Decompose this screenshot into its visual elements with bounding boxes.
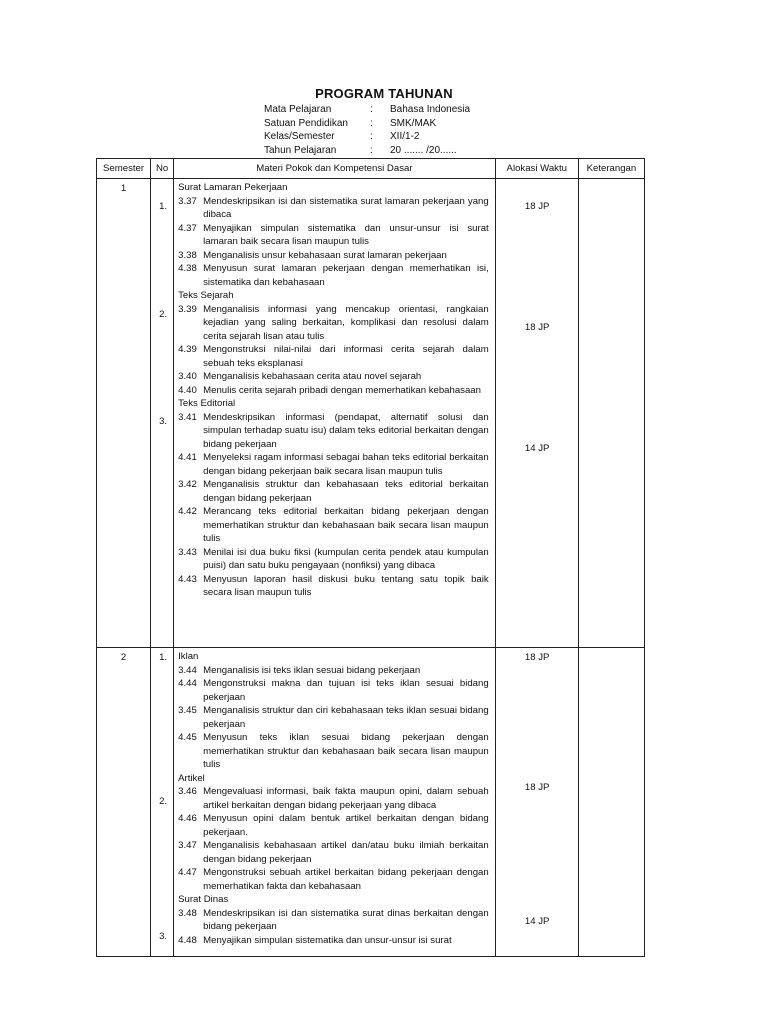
list-item: 3.46 Mengevaluasi informasi, baik fakta maupun opini, dalam sebuah artikel berkaitan dengan bidang pekerjaan yang dibaca xyxy=(178,786,489,811)
topic-title: Surat Dinas xyxy=(178,894,229,905)
list-item: 4.40 Menulis cerita sejarah pribadi dengan memerhatikan kebahasaan xyxy=(178,384,481,396)
list-item: 3.39 Menganalisis informasi yang mencakup orientasi, rangkaian kejadian yang saling berkaitan, komplikasi dan resolusi dalam cerita sejarah lisan atau tulis xyxy=(178,303,489,342)
allocation-value: 18 JP xyxy=(524,201,550,212)
topic-title: Iklan xyxy=(178,651,199,662)
meta-label: Kelas/Semester xyxy=(264,131,335,142)
list-item: 3.45 Menganalisis struktur dan ciri kebahasaan teks iklan sesuai bidang pekerjaan xyxy=(178,705,489,730)
semester-value: 2 xyxy=(120,652,127,663)
number-value: 2. xyxy=(159,309,168,320)
list-item: 4.42 Merancang teks editorial berkaitan bidang pekerjaan dengan memerhatikan struktur dan kebahasaan baik secara lisan maupun tulis xyxy=(178,506,489,544)
list-item: 4.38 Menyusun surat lamaran pekerjaan dengan memerhatikan isi, sistematika dan kebahasaan xyxy=(178,263,489,288)
list-item: 3.44 Menganalisis isi teks iklan sesuai bidang pekerjaan xyxy=(178,664,421,676)
page-title: PROGRAM TAHUNAN xyxy=(315,86,453,101)
list-item: 3.40 Menganalisis kebahasaan cerita atau novel sejarah xyxy=(178,371,422,382)
program-table xyxy=(96,158,645,957)
allocation-cell xyxy=(495,179,578,648)
number-value: 2. xyxy=(159,796,168,807)
allocation-value: 14 JP xyxy=(524,443,550,454)
materi-cell xyxy=(174,648,496,957)
number-value: 1. xyxy=(159,201,168,212)
meta-colon: : xyxy=(370,104,373,115)
table-header-row xyxy=(97,159,645,179)
list-item: 4.44 Mengonstruksi makna dan tujuan isi teks iklan sesuai bidang pekerjaan xyxy=(178,678,489,703)
list-item: 3.41 Mendeskripsikan informasi (pendapat, alternatif solusi dan simpulan terhadap suatu isu) dalam teks editorial berkaitan dengan bidang pekerjaan xyxy=(178,411,489,450)
meta-row-year xyxy=(264,144,470,158)
allocation-cell xyxy=(495,648,578,957)
topic-title: Artikel xyxy=(178,772,205,784)
list-item: 4.41 Menyeleksi ragam informasi sebagai bahan teks editorial berkaitan dengan bidang pekerjaan baik secara lisan maupun tulis xyxy=(178,452,489,477)
topic-title: Teks Sejarah xyxy=(178,290,234,301)
meta-row-subject xyxy=(264,103,470,117)
semester-cell xyxy=(97,648,151,957)
header-keterangan: Keterangan xyxy=(578,159,644,179)
header-no: No xyxy=(151,159,174,179)
materi-cell xyxy=(174,179,496,648)
list-item: 3.48 Mendeskripsikan isi dan sistematika surat dinas berkaitan dengan bidang pekerjaan xyxy=(178,907,489,932)
allocation-value: 18 JP xyxy=(524,652,550,663)
list-item: 3.47 Menganalisis kebahasaan artikel dan/atau buku ilmiah berkaitan dengan bidang pekerjaan xyxy=(178,840,489,865)
meta-label: Tahun Pelajaran xyxy=(264,144,337,156)
meta-value: Bahasa Indonesia xyxy=(390,104,471,115)
number-value: 3. xyxy=(159,416,168,427)
list-item: 4.46 Menyusun opini dalam bentuk artikel berkaitan dengan bidang pekerjaan. xyxy=(178,813,489,838)
list-item: 3.42 Menganalisis struktur dan kebahasaan teks editorial berkaitan dengan bidang pekerjaan xyxy=(178,479,489,504)
meta-value: SMK/MAK xyxy=(390,117,437,129)
meta-value: XII/1-2 xyxy=(390,131,420,142)
header-alokasi: Alokasi Waktu xyxy=(495,159,578,179)
list-item: 4.43 Menyusun laporan hasil diskusi buku tentang satu topik baik secara lisan maupun tulis xyxy=(178,573,489,598)
topic-title: Surat Lamaran Pekerjaan xyxy=(178,182,288,193)
list-item: 4.48 Menyajikan simpulan sistematika dan unsur-unsur isi surat xyxy=(178,934,452,946)
document-meta xyxy=(264,103,470,157)
list-item: 3.43 Menilai isi dua buku fiksi (kumpulan cerita pendek atau kumpulan puisi) dan satu buku pengayaan (nonfiksi) yang dibaca xyxy=(178,546,489,571)
header-semester: Semester xyxy=(97,159,151,179)
list-item: 4.47 Mengonstruksi sebuah artikel berkaitan bidang pekerjaan dengan memerhatikan fakta dan kebahasaan xyxy=(178,867,489,892)
meta-colon: : xyxy=(370,144,373,156)
list-item: 4.45 Menyusun teks iklan sesuai bidang pekerjaan dengan memerhatikan struktur dan kebahasaan baik secara lisan maupun tulis xyxy=(178,732,489,770)
allocation-value: 18 JP xyxy=(524,322,550,333)
allocation-value: 18 JP xyxy=(524,782,550,793)
number-cell xyxy=(151,179,174,648)
list-item: 4.37 Menyajikan simpulan sistematika dan unsur-unsur isi surat lamaran baik secara lisan maupun tulis xyxy=(178,222,489,247)
table-row xyxy=(97,648,645,957)
allocation-value: 14 JP xyxy=(524,916,550,927)
remarks-cell xyxy=(578,179,644,648)
list-item: 4.39 Mengonstruksi nilai-nilai dari informasi cerita sejarah dalam sebuah teks eksplanasi xyxy=(178,344,489,369)
list-item: 3.37 Mendeskripsikan isi dan sistematika surat lamaran pekerjaan yang dibaca xyxy=(178,195,489,220)
meta-colon: : xyxy=(370,117,373,129)
meta-label: Satuan Pendidikan xyxy=(264,117,348,129)
meta-label: Mata Pelajaran xyxy=(264,104,332,115)
list-item: 3.38 Menganalisis unsur kebahasaan surat lamaran pekerjaan xyxy=(178,249,447,261)
header-materi: Materi Pokok dan Kompetensi Dasar xyxy=(174,159,496,179)
number-value: 1. xyxy=(159,652,168,663)
meta-colon: : xyxy=(370,131,373,142)
table-row xyxy=(97,179,645,648)
meta-row-class xyxy=(264,130,470,144)
topic-title: Teks Editorial xyxy=(178,398,236,409)
meta-row-school xyxy=(264,117,470,131)
meta-value: 20 ....... /20...... xyxy=(390,144,457,156)
semester-cell xyxy=(97,179,151,648)
number-cell xyxy=(151,648,174,957)
remarks-cell xyxy=(578,648,644,957)
number-value: 3. xyxy=(159,931,168,942)
semester-value: 1 xyxy=(120,183,127,194)
